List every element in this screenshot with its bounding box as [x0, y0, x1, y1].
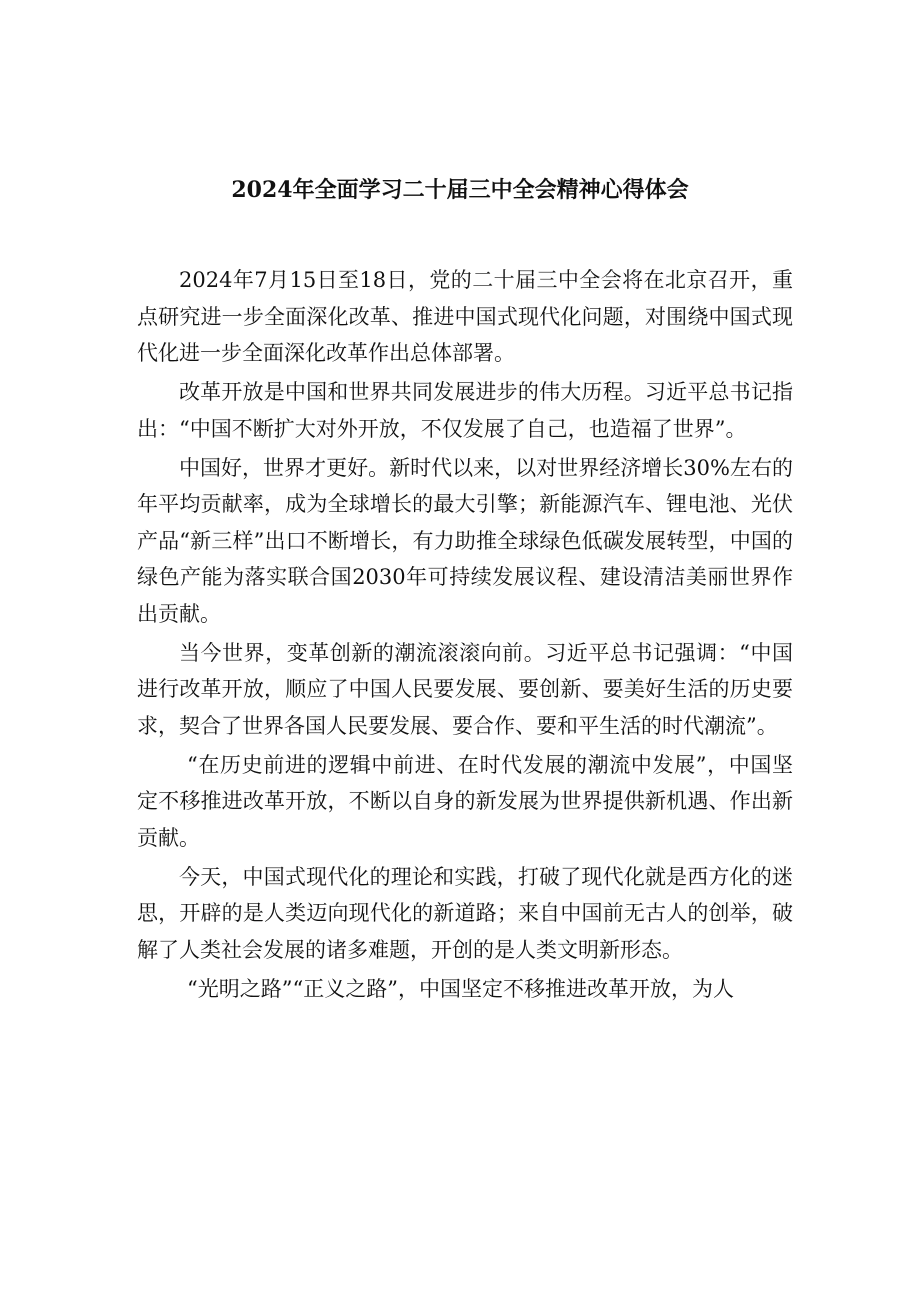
document-body	[137, 262, 793, 1010]
paragraph-4: 当今世界，变革创新的潮流滚滚向前。习近平总书记强调：“中国进行改革开放，顺应了中国人民要发展、要创新、要美好生活的历史要求，契合了世界各国人民要发展、要合作、要和平生活的时代潮流”。	[137, 640, 793, 738]
paragraph-5: “在历史前进的逻辑中前进、在时代发展的潮流中发展”，中国坚定不移推进改革开放，不断以自身的新发展为世界提供新机遇、作出新贡献。	[137, 752, 793, 850]
paragraph-3: 中国好，世界才更好。新时代以来，以对世界经济增长30%左右的年平均贡献率，成为全球增长的最大引擎；新能源汽车、锂电池、光伏产品“新三样”出口不断增长，有力助推全球绿色低碳发展转型，中国的绿色产能为落实联合国2030年可持续发展议程、建设清洁美丽世界作出贡献。	[137, 455, 793, 626]
paragraph-7: “光明之路”“正义之路”，中国坚定不移推进改革开放，为人	[187, 976, 734, 1001]
paragraph-1: 2024年7月15日至18日，党的二十届三中全会将在北京召开，重点研究进一步全面深化改革、推进中国式现代化问题，对围绕中国式现代化进一步全面深化改革作出总体部署。	[137, 268, 793, 365]
paragraph-2: 改革开放是中国和世界共同发展进步的伟大历程。习近平总书记指出：“中国不断扩大对外开放，不仅发展了自己，也造福了世界”。	[137, 380, 793, 441]
paragraph-6: 今天，中国式现代化的理论和实践，打破了现代化就是西方化的迷思，开辟的是人类迈向现代化的新道路；来自中国前无古人的创举，破解了人类社会发展的诸多难题，开创的是人类文明新形态。	[137, 864, 793, 962]
document-title: 2024年全面学习二十届三中全会精神心得体会	[231, 177, 689, 203]
